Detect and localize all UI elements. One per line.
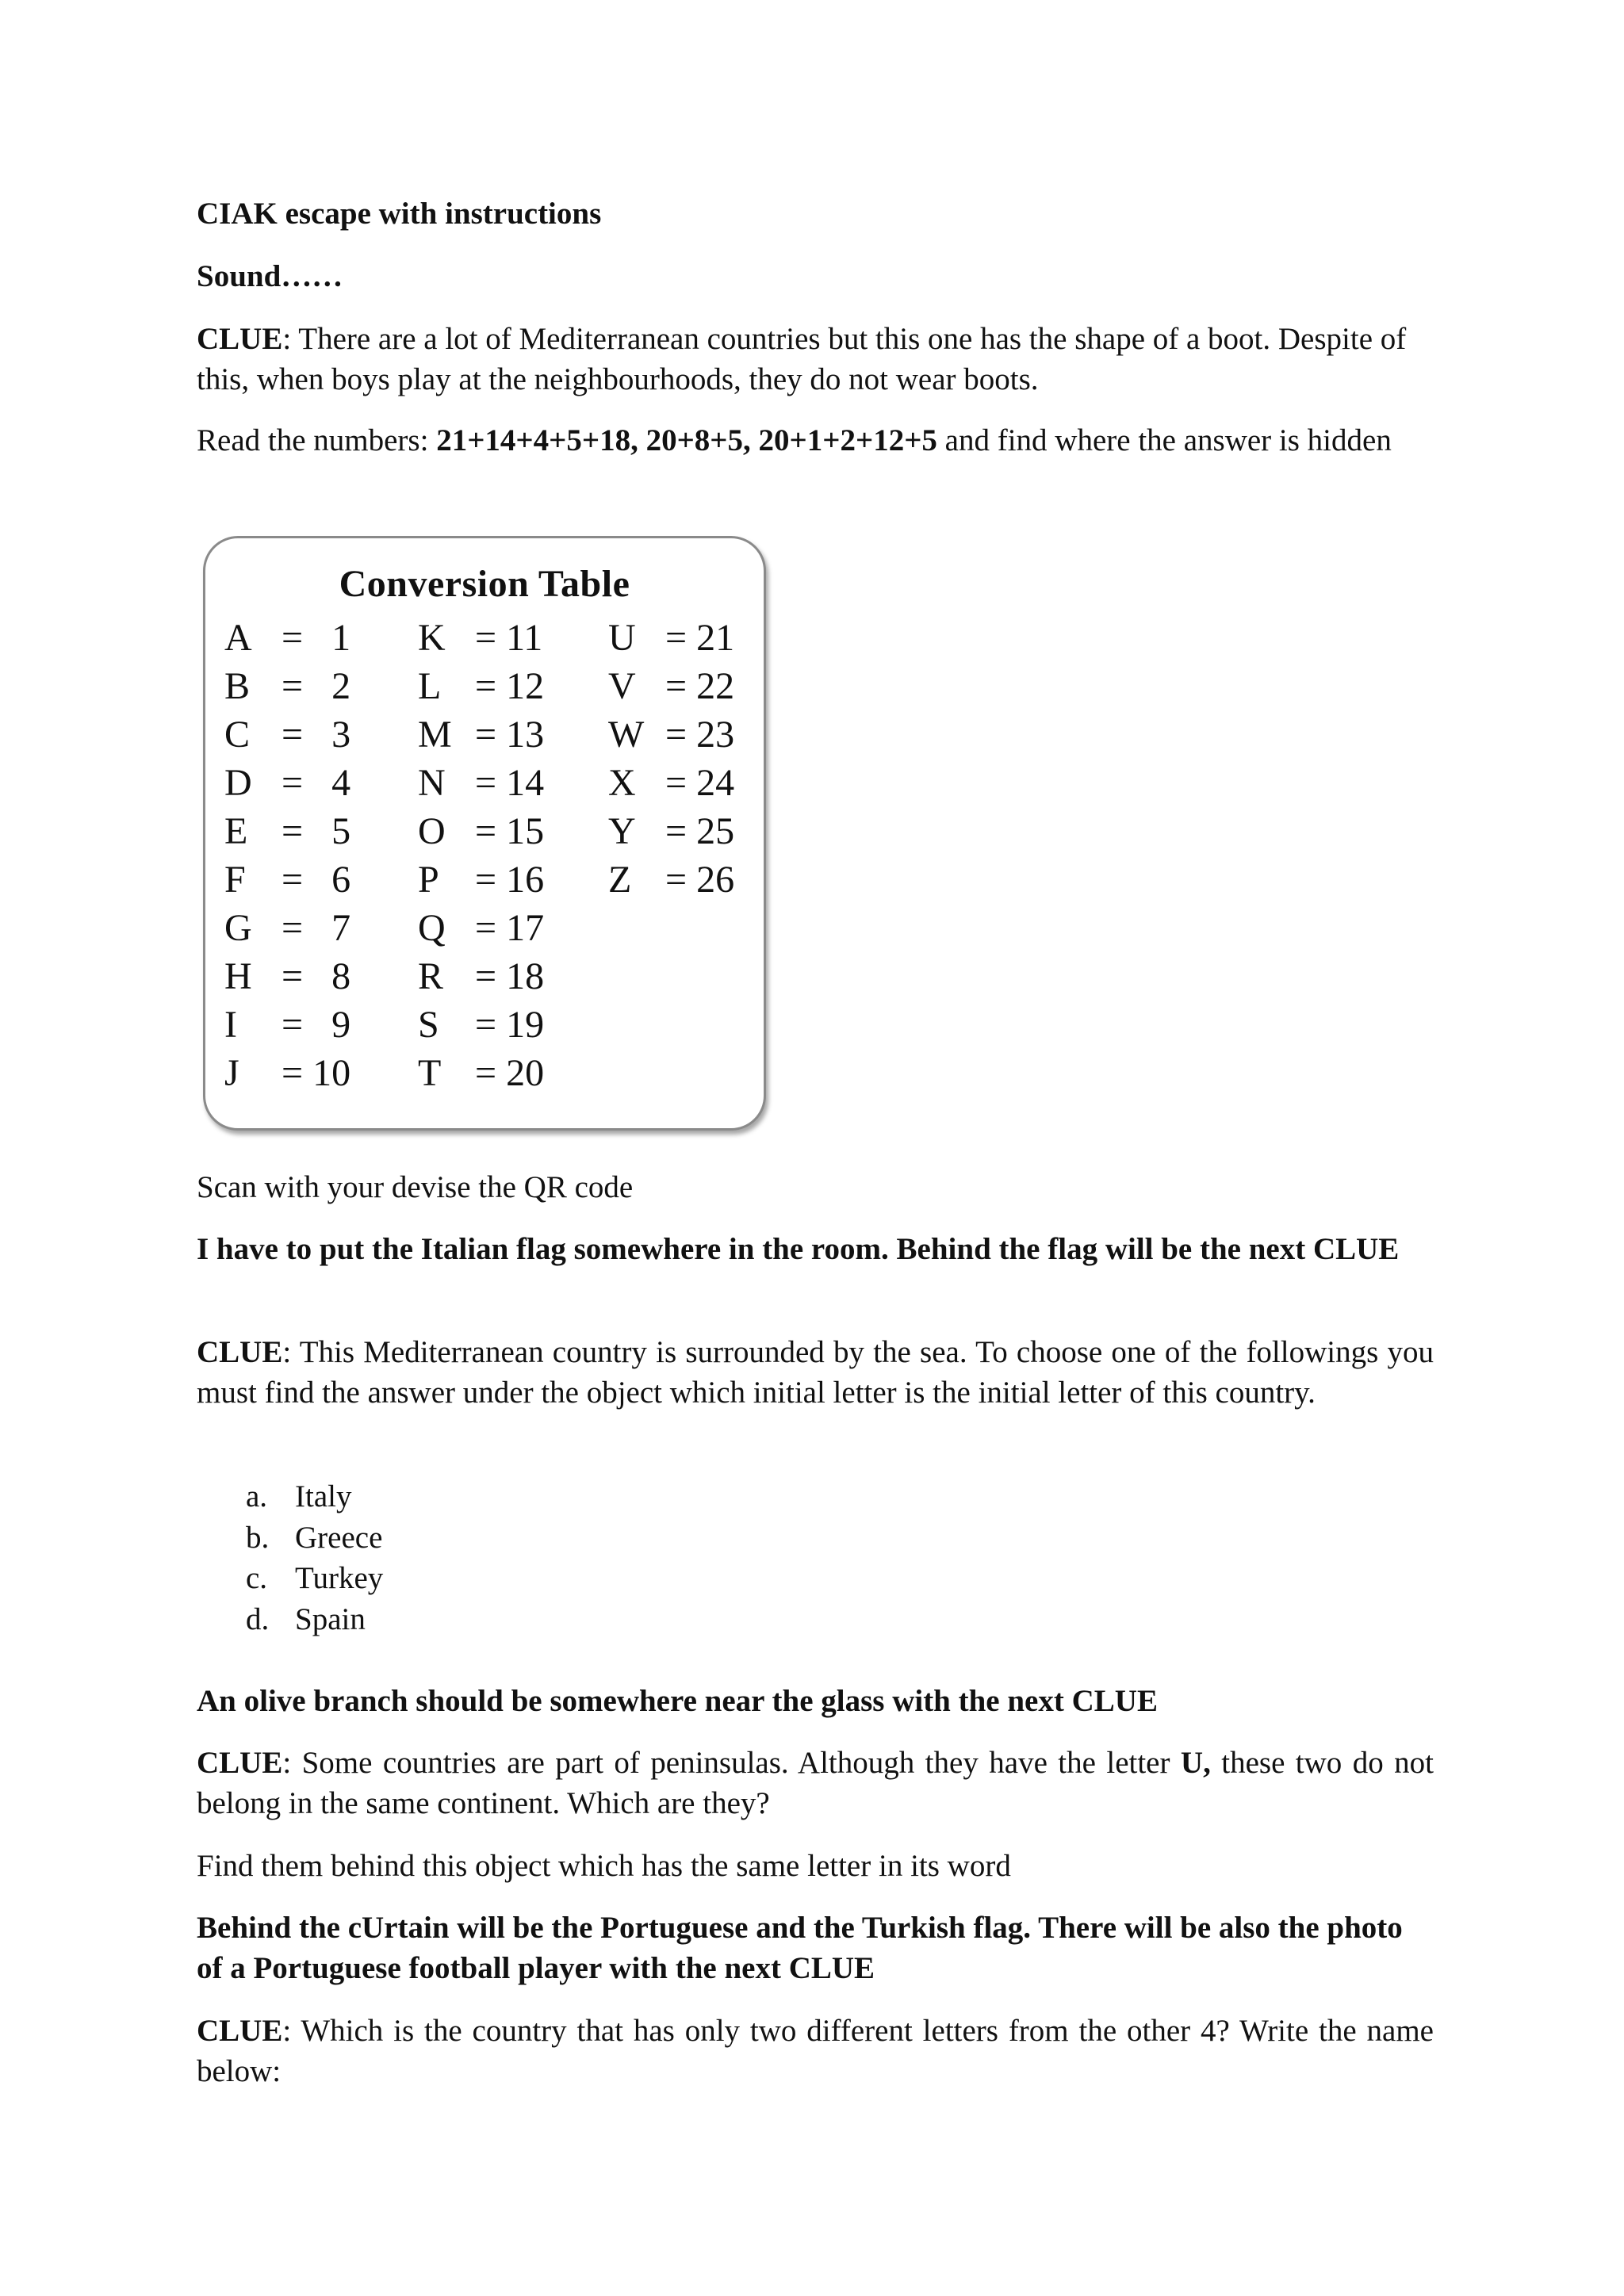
scan-instruction: Scan with your devise the QR code (197, 1170, 634, 1204)
table-letter: G (224, 907, 252, 949)
list-item (197, 1476, 383, 1517)
table-letter: Z (608, 859, 632, 901)
table-value: = 26 (665, 859, 735, 901)
table-letter: C (224, 714, 251, 756)
clue-2-paragraph (197, 1332, 1434, 1413)
table-letter: X (608, 762, 636, 804)
table-value: = 23 (665, 714, 735, 756)
table-value: = 4 (282, 762, 351, 804)
table-value: = 15 (475, 810, 545, 852)
table-value: = 8 (282, 955, 351, 997)
list-item (197, 1599, 383, 1640)
list-item-marker: b. (246, 1520, 270, 1555)
clue-1-paragraph (197, 319, 1434, 400)
document-title: CIAK escape with instructions (197, 197, 602, 231)
list-item-text: Greece (295, 1520, 383, 1555)
clue-3-text-after: these two do not belong in the same continent. Which are they? (197, 1746, 1434, 1820)
table-value: = 3 (282, 714, 351, 756)
table-letter: I (224, 1004, 237, 1046)
table-letter: O (418, 810, 446, 852)
list-item-text: Spain (295, 1601, 366, 1636)
list-item (197, 1517, 383, 1559)
clue-3-text-before: : Some countries are part of peninsulas. Although they have the letter (282, 1746, 1181, 1780)
table-value: = 10 (282, 1052, 351, 1094)
clue-3-label: CLUE (197, 1746, 283, 1780)
instruction-curtain: Behind the cUrtain will be the Portuguese and the Turkish flag. There will be also the photo of a Portuguese football player with the next CLUE (197, 1911, 1403, 1985)
table-value: = 11 (475, 617, 543, 659)
table-value: = 19 (475, 1004, 545, 1046)
table-letter: M (418, 714, 452, 756)
table-value: = 13 (475, 714, 545, 756)
table-letter: N (418, 762, 446, 804)
table-value: = 7 (282, 907, 351, 949)
list-item-marker: a. (246, 1479, 268, 1513)
table-value: = 17 (475, 907, 545, 949)
table-letter: J (224, 1052, 239, 1094)
table-value: = 22 (665, 665, 735, 707)
table-value: = 5 (282, 810, 351, 852)
clue-3-paragraph (197, 1743, 1434, 1823)
table-value: = 12 (475, 665, 545, 707)
table-letter: A (224, 617, 252, 659)
list-item-marker: d. (246, 1601, 270, 1636)
instruction-olive-branch: An olive branch should be somewhere near the glass with the next CLUE (197, 1684, 1158, 1718)
list-item-marker: c. (246, 1561, 268, 1595)
instruction-italian-flag: I have to put the Italian flag somewhere in the room. Behind the flag will be the next CLUE (197, 1232, 1400, 1266)
table-letter: L (418, 665, 442, 707)
table-letter: S (418, 1004, 439, 1046)
table-letter: T (418, 1052, 442, 1094)
table-letter: P (418, 859, 439, 901)
conversion-table-title: Conversion Table (339, 563, 630, 605)
list-item (197, 1558, 383, 1599)
table-value: = 2 (282, 665, 351, 707)
table-value: = 9 (282, 1004, 351, 1046)
table-letter: E (224, 810, 248, 852)
clue-1-label: CLUE (197, 322, 283, 356)
table-letter: Q (418, 907, 446, 949)
table-value: = 14 (475, 762, 545, 804)
sound-heading: Sound…… (197, 259, 343, 293)
clue-4-paragraph (197, 2011, 1434, 2091)
clue-3-highlight: U, (1180, 1746, 1211, 1780)
table-value: = 16 (475, 859, 545, 901)
list-item-text: Italy (295, 1479, 352, 1513)
table-letter: V (608, 665, 636, 707)
table-letter: R (418, 955, 444, 997)
read-numbers-paragraph (197, 420, 1434, 461)
table-value: = 24 (665, 762, 735, 804)
table-letter: Y (608, 810, 636, 852)
table-value: = 25 (665, 810, 735, 852)
conversion-table (203, 536, 766, 1131)
table-value: = 18 (475, 955, 545, 997)
clue-4-text: : Which is the country that has only two different letters from the other 4? Write the name below: (197, 2014, 1434, 2088)
table-value: = 20 (475, 1052, 545, 1094)
table-letter: F (224, 859, 246, 901)
table-value: = 6 (282, 859, 351, 901)
table-letter: B (224, 665, 251, 707)
table-letter: H (224, 955, 252, 997)
number-sequence: 21+14+4+5+18, 20+8+5, 20+1+2+12+5 (436, 423, 937, 457)
table-value: = 21 (665, 617, 735, 659)
clue-4-label: CLUE (197, 2014, 283, 2048)
read-numbers-suffix: and find where the answer is hidden (936, 423, 1392, 457)
read-numbers-prefix: Read the numbers: (197, 423, 437, 457)
list-item-text: Turkey (295, 1561, 384, 1595)
country-choices-list (197, 1476, 383, 1640)
find-them-instruction: Find them behind this object which has the same letter in its word (197, 1849, 1011, 1883)
clue-2-text: : This Mediterranean country is surrounded by the sea. To choose one of the followings you must find the answer under the object which initial letter is the initial letter of this country. (197, 1335, 1434, 1410)
clue-2-label: CLUE (197, 1335, 283, 1369)
table-letter: K (418, 617, 446, 659)
clue-1-text: : There are a lot of Mediterranean countries but this one has the shape of a boot. Despite of this, when boys play at the neighbourhoods, they do not wear boots. (197, 322, 1407, 396)
table-letter: U (608, 617, 636, 659)
table-letter: D (224, 762, 252, 804)
table-letter: W (608, 714, 645, 756)
table-value: = 1 (282, 617, 351, 659)
